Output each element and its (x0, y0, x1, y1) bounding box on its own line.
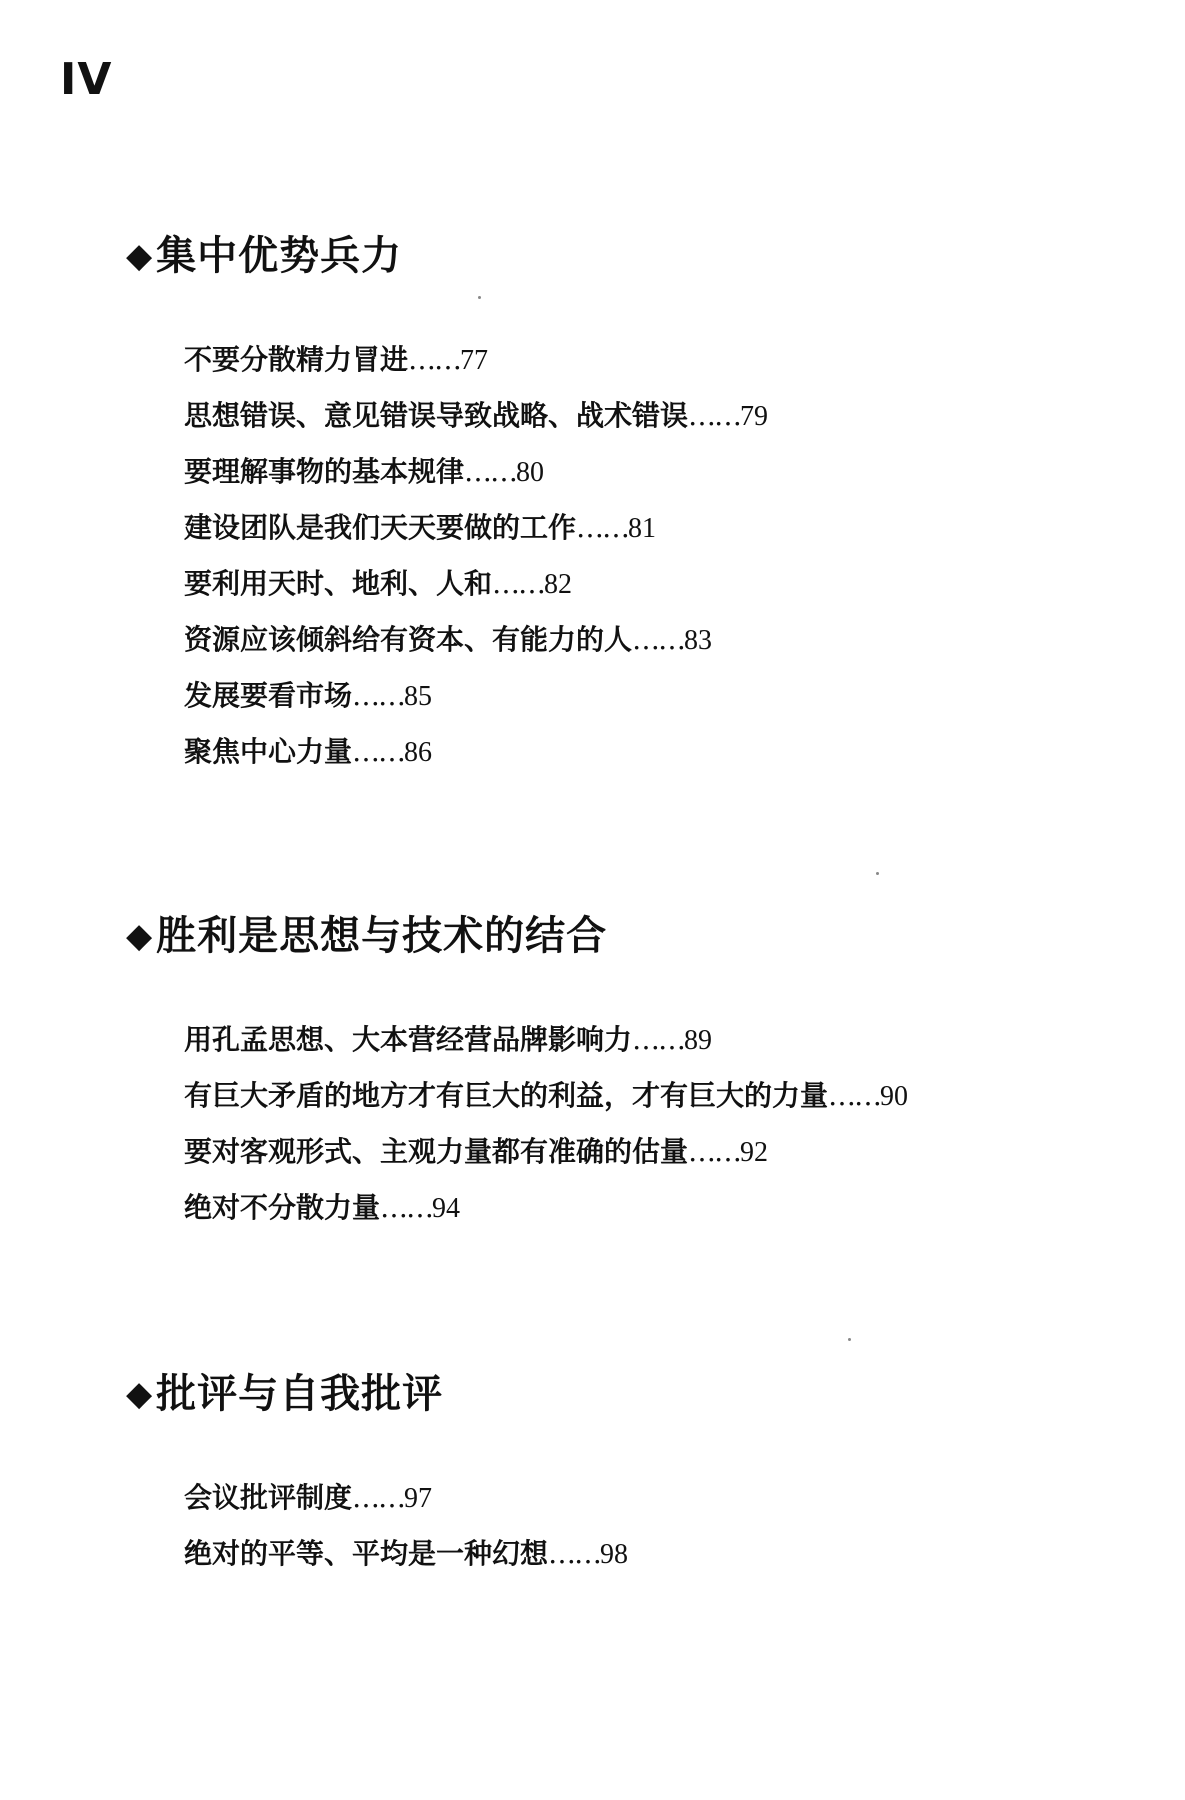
entry-page: 97 (404, 1483, 433, 1514)
toc-entry[interactable] (184, 332, 768, 388)
entry-page: 77 (460, 345, 489, 376)
entry-leader: …… (632, 623, 685, 656)
entry-page: 80 (516, 457, 545, 488)
section-heading (126, 912, 607, 960)
entry-page: 94 (432, 1193, 461, 1224)
entry-leader: …… (492, 567, 545, 600)
entry-title: 会议批评制度 (184, 1481, 353, 1514)
entry-title: 思想错误、意见错误导致战略、战术错误 (184, 399, 689, 432)
entry-leader: …… (828, 1079, 881, 1112)
toc-entry[interactable] (184, 1068, 908, 1124)
section-title: 胜利是思想与技术的结合 (156, 913, 608, 959)
scan-speck (876, 872, 879, 875)
entry-leader: …… (380, 1191, 433, 1224)
entry-page: 86 (404, 737, 433, 768)
entry-leader: …… (408, 343, 461, 376)
toc-entry-list (184, 1470, 628, 1582)
entry-page: 83 (684, 625, 713, 656)
entry-page: 90 (880, 1081, 909, 1112)
page-number: IV (60, 54, 113, 105)
entry-leader: …… (576, 511, 629, 544)
toc-entry[interactable] (184, 388, 768, 444)
entry-leader: …… (548, 1537, 601, 1570)
entry-page: 81 (628, 513, 657, 544)
section-heading (126, 232, 402, 280)
diamond-bullet-icon: ◆ (126, 916, 153, 956)
entry-title: 要理解事物的基本规律 (184, 455, 465, 488)
entry-title: 发展要看市场 (184, 679, 353, 712)
toc-entry[interactable] (184, 444, 768, 500)
entry-title: 要利用天时、地利、人和 (184, 567, 493, 600)
toc-entry[interactable] (184, 1124, 908, 1180)
entry-page: 92 (740, 1137, 769, 1168)
entry-page: 79 (740, 401, 769, 432)
entry-leader: …… (464, 455, 517, 488)
entry-leader: …… (352, 1481, 405, 1514)
toc-entry[interactable] (184, 1470, 628, 1526)
entry-page: 82 (544, 569, 573, 600)
toc-entry[interactable] (184, 1526, 628, 1582)
entry-title: 聚焦中心力量 (184, 735, 353, 768)
entry-leader: …… (688, 399, 741, 432)
toc-entry[interactable] (184, 556, 768, 612)
toc-entry-list (184, 332, 768, 780)
toc-entry[interactable] (184, 1180, 908, 1236)
toc-entry[interactable] (184, 500, 768, 556)
section-title: 批评与自我批评 (156, 1371, 444, 1417)
entry-title: 要对客观形式、主观力量都有准确的估量 (184, 1135, 689, 1168)
entry-leader: …… (632, 1023, 685, 1056)
entry-leader: …… (688, 1135, 741, 1168)
toc-entry[interactable] (184, 668, 768, 724)
entry-title: 建设团队是我们天天要做的工作 (184, 511, 577, 544)
scan-speck (478, 296, 481, 299)
toc-entry[interactable] (184, 724, 768, 780)
entry-page: 89 (684, 1025, 713, 1056)
entry-title: 绝对的平等、平均是一种幻想 (184, 1537, 549, 1570)
entry-title: 不要分散精力冒进 (184, 343, 409, 376)
entry-page: 85 (404, 681, 433, 712)
entry-leader: …… (352, 679, 405, 712)
entry-leader: …… (352, 735, 405, 768)
toc-entry[interactable] (184, 1012, 908, 1068)
entry-title: 资源应该倾斜给有资本、有能力的人 (184, 623, 633, 656)
entry-title: 用孔孟思想、大本营经营品牌影响力 (184, 1023, 633, 1056)
diamond-bullet-icon: ◆ (126, 236, 153, 276)
toc-entry-list (184, 1012, 908, 1236)
section-heading (126, 1370, 443, 1418)
section-title: 集中优势兵力 (156, 233, 403, 279)
entry-title: 绝对不分散力量 (184, 1191, 381, 1224)
entry-page: 98 (600, 1539, 629, 1570)
toc-entry[interactable] (184, 612, 768, 668)
diamond-bullet-icon: ◆ (126, 1374, 153, 1414)
entry-title: 有巨大矛盾的地方才有巨大的利益，才有巨大的力量 (184, 1079, 829, 1112)
scan-speck (848, 1338, 851, 1341)
